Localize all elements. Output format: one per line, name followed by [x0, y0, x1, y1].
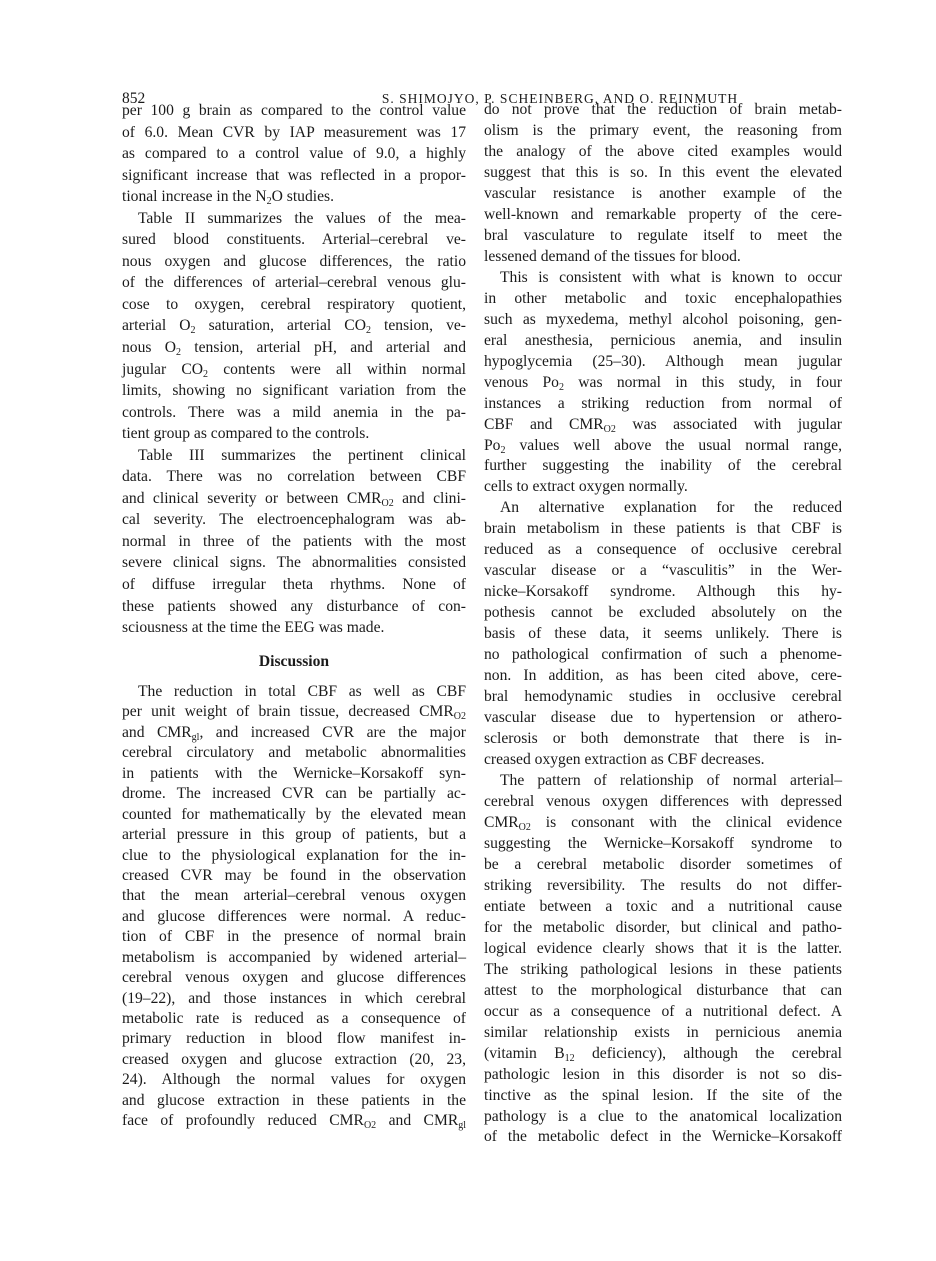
text-line: vascular disease due to hypertension or athero-	[484, 709, 842, 727]
text-line: controls. There was a mild anemia in the pa-	[122, 403, 466, 421]
text-line: and $CMR_{gl}$, and increased CVR are the major	[122, 723, 466, 743]
text-line: no pathological confirmation of such a phenome-	[484, 646, 842, 664]
text-line: instances a striking reduction from normal of	[484, 394, 842, 412]
text-line: metabolic rate is reduced as a consequence of	[122, 1010, 466, 1027]
text-line: limits, showing no significant variation from the	[122, 382, 466, 400]
text-line: such as myxedema, methyl alcohol poisoning, gen-	[484, 310, 842, 328]
text-line: similar relationship exists in pernicious anemia	[484, 1023, 842, 1041]
text-line: cerebral venous oxygen differences with depressed	[484, 792, 842, 810]
text-line: $CMR_{O2}$ is consonant with the clinical evidence	[484, 813, 842, 833]
text-line: pathology is a clue to the anatomical localization	[484, 1107, 842, 1125]
text-line: creased oxygen extraction as CBF decreases.	[484, 751, 765, 769]
text-line: bral vasculature to regulate itself to meet the	[484, 226, 842, 244]
text-line: attest to the morphological disturbance that can	[484, 981, 842, 999]
paragraph	[484, 771, 842, 1148]
right-column	[484, 100, 842, 1148]
text-line: in other metabolic and toxic encephalopathies	[484, 289, 842, 307]
text-line: of 6.0. Mean CVR by IAP measurement was 17	[122, 123, 466, 141]
text-line: suggesting the Wernicke–Korsakoff syndrome to	[484, 834, 842, 852]
text-line: The striking pathological lesions in these patients	[484, 960, 842, 978]
text-line: normal in three of the patients with the most	[122, 532, 466, 550]
text-line: logical evidence clearly shows that it is the latter.	[484, 939, 842, 957]
text-line: vascular disease or a “vasculitis” in the Wer-	[484, 562, 842, 580]
text-line: further suggesting the inability of the cerebral	[484, 457, 842, 475]
text-line: cells to extract oxygen normally.	[484, 478, 688, 496]
paragraph	[122, 208, 466, 445]
text-line: nous $O_2$ tension, arterial pH, and arterial and	[122, 339, 466, 359]
text-line: vascular resistance is another example of the	[484, 184, 842, 202]
text-line: sciousness at the time the EEG was made.	[122, 619, 385, 637]
text-line: This is consistent with what is known to occur	[500, 268, 842, 286]
running-head: S. SHIMOJYO, P. SCHEINBERG, AND O. REINMUTH	[381, 91, 739, 106]
text-line: nicke–Korsakoff syndrome. Although this hy-	[484, 583, 842, 601]
text-line: Table III summarizes the pertinent clinical	[138, 446, 466, 464]
text-line: counted for mathematically by the elevated mean	[122, 805, 466, 823]
text-line: tient group as compared to the controls.	[122, 425, 370, 443]
text-line: in patients with the Wernicke–Korsakoff syn-	[122, 764, 466, 782]
text-line: An alternative explanation for the reduced	[500, 499, 842, 517]
text-line: cerebral circulatory and metabolic abnormalities	[122, 744, 466, 762]
paragraph	[484, 100, 842, 268]
text-line: (19–22), and those instances in which cerebral	[122, 989, 466, 1007]
paragraph	[122, 100, 466, 208]
text-line: creased oxygen and glucose extraction (20, 23,	[122, 1050, 466, 1068]
text-line: (vitamin $B_{12}$ deficiency), although the cerebral	[484, 1044, 842, 1064]
page-number: 852	[122, 90, 146, 107]
text-line: primary reduction in blood flow manifest in-	[122, 1030, 466, 1048]
text-line: jugular $CO_2$ contents were all within normal	[122, 360, 466, 380]
text-line: brain metabolism in these patients is that CBF is	[484, 520, 842, 538]
text-line: basis of these data, it seems unlikely. There is	[484, 625, 842, 643]
text-line: cal severity. The electroencephalogram was ab-	[122, 511, 466, 529]
text-line: face of profoundly reduced $CMR_{O2}$ and $CMR_{gl}$	[122, 1112, 466, 1132]
left-column-top	[122, 100, 466, 639]
text-line: be a cerebral metabolic disorder sometimes of	[484, 855, 842, 873]
text-line: clue to the physiological explanation for the in-	[122, 846, 466, 864]
text-line: per 100 g brain as compared to the control value	[122, 102, 466, 119]
text-line: nous oxygen and glucose differences, the ratio	[122, 252, 466, 270]
text-line: pothesis cannot be excluded absolutely on the	[484, 604, 842, 622]
text-line: cose to oxygen, cerebral respiratory quotient,	[122, 295, 466, 313]
text-line: suggest that this is so. In this event the elevated	[484, 163, 842, 181]
text-line: non. In addition, as has been cited above, cere-	[484, 667, 842, 685]
paragraph	[484, 268, 842, 499]
text-line: of the differences of arterial–cerebral venous glu-	[122, 274, 466, 292]
text-line: and glucose extraction in these patients in the	[122, 1091, 466, 1109]
text-line: do not prove that the reduction of brain metab-	[484, 101, 842, 118]
left-column-discussion	[122, 682, 466, 1132]
text-line: metabolism is accompanied by widened arterial–	[122, 948, 466, 966]
paragraph	[122, 445, 466, 639]
text-line: reduced as a consequence of occlusive cerebral	[484, 541, 842, 559]
text-line: these patients showed any disturbance of con-	[122, 597, 466, 615]
text-line: $Po_2$ values well above the usual normal range,	[484, 436, 842, 456]
text-line: arterial pressure in this group of patients, but a	[122, 826, 466, 844]
text-line: eral anesthesia, pernicious anemia, and insulin	[484, 331, 842, 349]
text-line: that the mean arterial–cerebral venous oxygen	[122, 887, 466, 905]
text-line: hypoglycemia (25–30). Although mean jugular	[484, 352, 842, 370]
text-line: lessened demand of the tissues for blood.	[484, 247, 741, 265]
text-line: as compared to a control value of 9.0, a highly	[122, 145, 466, 163]
text-line: drome. The increased CVR can be partially ac-	[122, 785, 466, 803]
text-line: for the metabolic disorder, but clinical and patho-	[484, 918, 842, 936]
text-line: entiate between a toxic and a nutritional cause	[484, 897, 842, 915]
text-line: The pattern of relationship of normal arterial–	[500, 772, 842, 789]
text-line: bral hemodynamic studies in occlusive cerebral	[484, 688, 842, 706]
text-line: tional increase in the $N_2O$ studies.	[122, 188, 334, 208]
text-line: sured blood constituents. Arterial–cerebral ve-	[122, 231, 466, 249]
text-line: creased CVR may be found in the observation	[122, 866, 466, 884]
text-line: 24). Although the normal values for oxygen	[122, 1071, 466, 1089]
text-line: arterial $O_2$ saturation, arterial $CO_2$ tension, ve-	[122, 317, 466, 337]
text-line: Table II summarizes the values of the mea-	[138, 209, 466, 227]
paragraph	[122, 682, 466, 1132]
text-line: cerebral venous oxygen and glucose differences	[122, 969, 466, 987]
text-line: CBF and $CMR_{O2}$ was associated with jugular	[484, 415, 842, 435]
text-line: and glucose differences were normal. A reduc-	[122, 907, 466, 925]
text-line: olism is the primary event, the reasoning from	[484, 121, 842, 139]
text-line: sclerosis or both demonstrate that there is in-	[484, 730, 842, 748]
text-line: significant increase that was reflected in a propor-	[122, 166, 466, 184]
text-line: pathologic lesion in this disorder is not so dis-	[484, 1065, 842, 1083]
text-line: per unit weight of brain tissue, decreased $CMR_{O2}$	[122, 703, 466, 723]
text-line: and clinical severity or between $CMR_{O2}$ and clini-	[122, 489, 466, 509]
text-line: venous $Po_2$ was normal in this study, in four	[484, 373, 843, 393]
text-line: severe clinical signs. The abnormalities consisted	[122, 554, 466, 572]
text-line: of the metabolic defect in the Wernicke–Korsakoff	[484, 1128, 842, 1146]
section-heading-discussion: Discussion	[258, 653, 330, 670]
text-line: data. There was no correlation between CBF	[122, 468, 466, 486]
text-line: the analogy of the above cited examples would	[484, 142, 842, 160]
paragraph	[484, 498, 842, 771]
text-line: well-known and remarkable property of the cere-	[484, 205, 842, 223]
text-line: occur as a consequence of a nutritional defect. A	[484, 1002, 842, 1020]
text-line: striking reversibility. The results do not differ-	[484, 876, 842, 894]
text-line: tinctive as the spinal lesion. If the site of the	[484, 1086, 842, 1104]
text-line: of diffuse irregular theta rhythms. None of	[122, 576, 466, 594]
text-line: The reduction in total CBF as well as CBF	[138, 683, 466, 700]
text-line: tion of CBF in the presence of normal brain	[122, 928, 466, 946]
